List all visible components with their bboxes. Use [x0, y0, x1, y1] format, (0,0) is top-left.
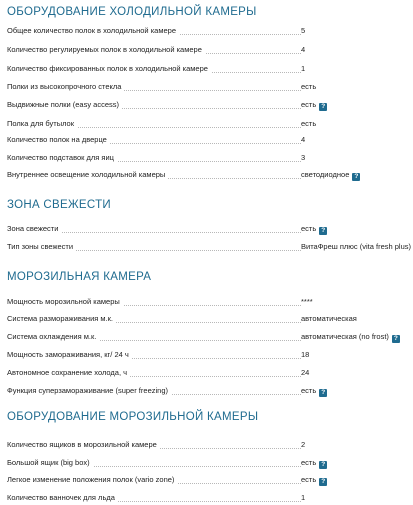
spec-row — [7, 222, 411, 236]
spec-value: есть — [301, 224, 317, 233]
help-icon[interactable]: ? — [319, 389, 327, 397]
spec-value-container — [301, 82, 316, 91]
spec-row — [7, 491, 411, 505]
spec-row — [7, 24, 411, 38]
spec-label: Выдвижные полки (easy access) — [7, 100, 122, 109]
spec-label: Система охлаждения м.к. — [7, 332, 99, 341]
spec-row — [7, 330, 411, 344]
spec-row — [7, 168, 411, 182]
spec-row — [7, 384, 411, 398]
spec-value-container — [301, 153, 305, 162]
spec-value: есть — [301, 82, 317, 91]
spec-label: Полки из высокопрочного стекла — [7, 82, 124, 91]
help-icon[interactable]: ? — [319, 103, 327, 111]
spec-row — [7, 366, 411, 380]
section-title: ОБОРУДОВАНИЕ ХОЛОДИЛЬНОЙ КАМЕРЫ — [7, 6, 257, 18]
spec-label: Система размораживания м.к. — [7, 314, 116, 323]
spec-label: Автономное сохранение холода, ч — [7, 368, 130, 377]
help-icon[interactable]: ? — [319, 478, 327, 486]
spec-value-container — [301, 440, 305, 449]
spec-value: есть — [301, 100, 317, 109]
spec-value: 18 — [301, 350, 310, 359]
spec-value: автоматическая (no frost) — [301, 332, 389, 341]
spec-value-container — [301, 458, 327, 469]
spec-value-container — [301, 475, 327, 486]
spec-value: есть — [301, 475, 317, 484]
spec-row — [7, 117, 411, 131]
spec-value: ВитаФреш плюс (vita fresh plus) — [301, 242, 412, 251]
spec-label: Полка для бутылок — [7, 119, 77, 128]
spec-value-container — [301, 314, 357, 323]
spec-value-container — [301, 224, 327, 235]
spec-label: Внутреннее освещение холодильной камеры — [7, 170, 168, 179]
spec-value: 4 — [301, 135, 306, 144]
spec-row — [7, 312, 411, 326]
spec-label: Зона свежести — [7, 224, 61, 233]
spec-row — [7, 295, 411, 309]
spec-value: есть — [301, 386, 317, 395]
spec-row — [7, 348, 411, 362]
spec-value: 1 — [301, 493, 306, 502]
spec-value-container — [301, 45, 305, 54]
spec-value: автоматическая — [301, 314, 357, 323]
section-title: ЗОНА СВЕЖЕСТИ — [7, 199, 111, 211]
spec-label: Количество подставок для яиц — [7, 153, 117, 162]
spec-value: 4 — [301, 45, 306, 54]
spec-label: Общее количество полок в холодильной камере — [7, 26, 179, 35]
spec-row — [7, 62, 411, 76]
spec-value-container — [301, 64, 305, 73]
spec-label: Количество регулируемых полок в холодильной камере — [7, 45, 205, 54]
spec-label: Легкое изменение положения полок (vario zone) — [7, 475, 177, 484]
spec-row — [7, 438, 411, 452]
spec-value: есть — [301, 119, 317, 128]
spec-value-container — [301, 493, 305, 502]
spec-value: 5 — [301, 26, 306, 35]
spec-row — [7, 240, 411, 254]
spec-label: Функция суперзамораживание (super freezing) — [7, 386, 171, 395]
spec-label: Мощность морозильной камеры — [7, 297, 123, 306]
spec-value: светодиодное — [301, 170, 350, 179]
spec-value-container — [301, 100, 327, 111]
section-title: ОБОРУДОВАНИЕ МОРОЗИЛЬНОЙ КАМЕРЫ — [7, 411, 259, 423]
spec-row — [7, 133, 411, 147]
spec-label: Мощность замораживания, кг/ 24 ч — [7, 350, 132, 359]
spec-value-container — [301, 368, 309, 377]
spec-label: Количество полок на дверце — [7, 135, 110, 144]
spec-label: Количество фиксированных полок в холодильной камере — [7, 64, 211, 73]
spec-value: 1 — [301, 64, 306, 73]
spec-row — [7, 80, 411, 94]
spec-value-container — [301, 242, 411, 251]
spec-value-container — [301, 170, 360, 181]
spec-label: Количество ванночек для льда — [7, 493, 118, 502]
spec-label: Большой ящик (big box) — [7, 458, 93, 467]
spec-value-container — [301, 332, 400, 343]
spec-row — [7, 456, 411, 470]
help-icon[interactable]: ? — [392, 335, 400, 343]
spec-row — [7, 151, 411, 165]
spec-value: 24 — [301, 368, 310, 377]
help-icon[interactable]: ? — [319, 461, 327, 469]
spec-value-container — [301, 297, 313, 306]
spec-row — [7, 473, 411, 487]
spec-value-container — [301, 386, 327, 397]
spec-value-container — [301, 26, 305, 35]
help-icon[interactable]: ? — [319, 227, 327, 235]
spec-row — [7, 43, 411, 57]
spec-value: 3 — [301, 153, 306, 162]
spec-value: есть — [301, 458, 317, 467]
spec-value-container — [301, 119, 316, 128]
section-title: МОРОЗИЛЬНАЯ КАМЕРА — [7, 271, 152, 283]
spec-value: 2 — [301, 440, 306, 449]
spec-label: Тип зоны свежести — [7, 242, 76, 251]
spec-value-container — [301, 350, 309, 359]
spec-label: Количество ящиков в морозильной камере — [7, 440, 160, 449]
help-icon[interactable]: ? — [352, 173, 360, 181]
spec-row — [7, 98, 411, 112]
spec-value: **** — [301, 297, 313, 306]
spec-value-container — [301, 135, 305, 144]
